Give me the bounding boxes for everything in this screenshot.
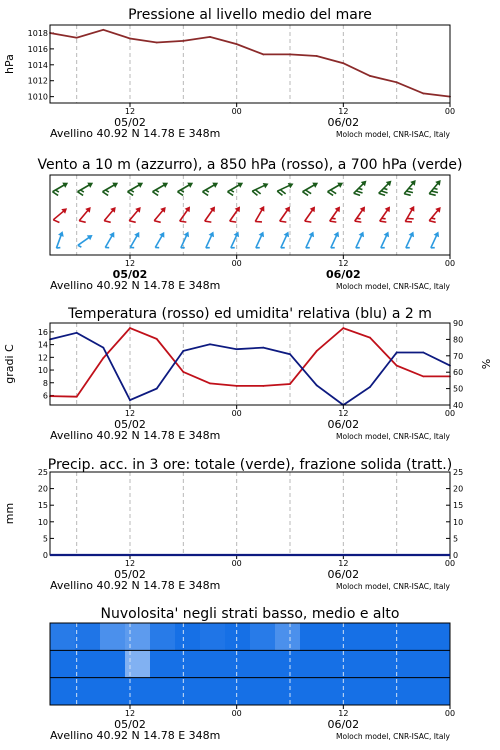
humidity-line-point [156,388,158,390]
panel-5 [50,606,455,742]
wind-barb [251,181,271,197]
barb-head [409,204,417,211]
barb-shaft [303,184,316,192]
y-tick-label: 20 [37,484,48,494]
temperature-line-point [182,371,184,373]
wind-barb [228,230,241,249]
humidity-line-point [76,332,78,334]
barb-shaft [203,184,216,192]
x-tick-label: 12 [124,409,136,418]
x-tick-label: 12 [338,559,349,568]
barb-head [112,180,119,188]
cloud-cell-alto [250,623,275,650]
cloud-cell-medio [225,650,250,677]
y-tick-label: 5 [42,534,48,544]
x-tick-label: 12 [338,409,349,418]
barb-head [359,230,367,237]
barb-shaft [306,234,312,248]
date-label: 05/02 [114,718,146,731]
barb-shaft [331,234,337,248]
wind-barb [253,230,266,249]
model-credit: Moloch model, CNR-ISAC, Italy [336,432,450,441]
temperature-line-point [342,327,344,329]
temperature-line-point [156,338,158,340]
barb-shaft [281,234,287,248]
barb-shaft [256,234,262,248]
temperature-line-point [316,350,318,352]
y-tick-label: 1018 [27,28,48,38]
y-tick-label: 0 [42,551,48,560]
date-label: 05/02 [114,116,146,129]
barb-shaft [255,209,263,222]
humidity-line-point [316,384,318,386]
wind-barb [76,180,96,197]
humidity-line-point [209,343,211,345]
wind-barb [302,205,320,225]
humidity-line-point [422,352,424,354]
cloud-cell-medio [425,650,450,677]
barb-head [209,230,217,237]
y-tick-label: 1016 [27,44,48,54]
cloud-cell-basso [400,678,425,705]
barb-shaft [205,209,214,221]
panel-1 [3,7,455,140]
panel-title: Nuvolosita' negli strati basso, medio e alto [100,606,400,622]
barb-shaft [356,234,362,248]
date-label: 06/02 [326,268,361,281]
wind-barb [352,205,370,225]
panel-2 [37,157,462,292]
temperature-line-point [209,382,211,384]
pressure-line-point [102,29,104,31]
cloud-cell-alto [400,623,425,650]
barb-shaft [129,209,139,220]
x-tick-label: 00 [231,259,242,268]
cloud-cell-medio [75,650,100,677]
cloud-cell-medio [100,650,125,677]
pressure-line-point [182,40,184,42]
x-tick-label: 00 [231,107,242,116]
barb-shaft [78,237,90,246]
y-tick-label: 12 [37,353,48,363]
cloud-cell-basso [150,678,175,705]
humidity-line-point [369,386,371,388]
temperature-line-point [76,396,78,398]
barb-head [312,180,319,188]
barb-shaft [104,209,114,220]
panel-title: Temperatura (rosso) ed umidita' relativa (blu) a 2 m [68,306,432,322]
cloud-cell-medio [175,650,200,677]
cloud-cell-alto [350,623,375,650]
x-tick-label: 00 [231,409,242,418]
y-tick-label-right: 70 [453,351,464,361]
barb-head [212,180,219,188]
cloud-cell-alto [425,623,450,650]
wind-barb [76,233,94,249]
date-label: 06/02 [327,718,360,731]
y-tick-label: 25 [37,468,48,477]
cloud-cell-alto [275,623,300,650]
y-axis-label: hPa [3,54,16,74]
barb-head [184,230,192,237]
barb-shaft [406,234,412,248]
date-label: 05/02 [114,568,146,581]
y-tick-label: 1010 [27,92,48,102]
model-credit: Moloch model, CNR-ISAC, Italy [336,282,450,291]
x-tick-label: 12 [124,709,136,718]
plot-frame [50,472,450,555]
x-tick-label: 12 [338,259,349,268]
y-tick-label: 1014 [27,60,48,70]
barb-head [62,180,69,188]
barb-shaft [155,235,163,248]
barb-shaft [103,184,116,192]
barb-head [309,230,317,237]
cloud-cell-alto [175,623,200,650]
barb-head [134,230,142,237]
model-credit: Moloch model, CNR-ISAC, Italy [336,582,450,591]
wind-barb [427,178,445,198]
pressure-line-point [236,43,238,45]
cloud-cell-basso [50,678,75,705]
barb-shaft [328,184,341,192]
date-label: 05/02 [112,268,148,281]
cloud-cell-basso [125,678,150,705]
x-tick-label: 00 [444,709,456,718]
wind-barb [77,205,95,225]
cloud-cell-basso [250,678,275,705]
temperature-line-point [236,385,238,387]
cloud-cell-alto [150,623,175,650]
x-tick-label: 00 [444,259,456,268]
cloud-cell-basso [225,678,250,705]
wind-barb [327,205,345,225]
barb-shaft [128,184,141,192]
barb-shaft [252,185,266,191]
wind-barb [377,178,396,197]
pressure-line-point [209,36,211,38]
pressure-line-point [76,37,78,39]
cloud-cell-alto [225,623,250,650]
location-label: Avellino 40.92 N 14.78 E 348m [50,429,221,442]
temperature-line-point [422,375,424,377]
y-tick-label-right: 5 [453,534,459,544]
plot-frame [50,323,450,405]
barb-shaft [78,184,91,192]
temperature-line-point [129,327,131,329]
wind-barb [178,230,191,249]
y-tick-label: 10 [37,517,48,527]
temperature-line-point [289,383,291,385]
cloud-cell-basso [100,678,125,705]
cloud-cell-basso [325,678,350,705]
y-tick-label-right: 20 [453,484,464,494]
cloud-cell-medio [350,650,375,677]
cloud-cell-alto [100,623,125,650]
wind-barb [402,178,420,198]
y-tick-label-right: 50 [453,384,464,394]
wind-barb [377,205,395,225]
wind-barb [226,180,246,197]
pressure-line-point [342,62,344,64]
cloud-cell-medio [125,650,150,677]
x-tick-label: 12 [124,559,136,568]
wind-barb [152,205,170,225]
wind-barb [253,204,270,224]
y-axis-label: % [480,358,493,370]
barb-head [259,230,267,237]
x-tick-label: 00 [231,709,242,718]
pressure-line-point [316,55,318,57]
barb-head [109,230,117,237]
wind-barb [227,205,245,225]
humidity-line-point [129,399,131,401]
cloud-cell-medio [325,650,350,677]
barb-shaft [105,235,113,248]
location-label: Avellino 40.92 N 14.78 E 348m [50,729,221,742]
barb-shaft [53,184,66,192]
location-label: Avellino 40.92 N 14.78 E 348m [50,127,221,140]
temperature-line-point [396,365,398,367]
cloud-cell-alto [75,623,100,650]
cloud-cell-alto [125,623,150,650]
barb-shaft [405,209,413,222]
humidity-line-point [262,347,264,349]
wind-barb [378,230,391,249]
cloud-cell-medio [150,650,175,677]
barb-shaft [130,235,138,248]
wind-barb [126,180,146,197]
wind-barb [427,205,445,225]
barb-shaft [277,185,291,191]
barb-head [334,230,342,237]
panel-4 [3,457,463,592]
barb-shaft [431,234,437,248]
barb-head [237,180,244,188]
wind-barb [202,205,220,225]
barb-head [288,181,295,189]
x-tick-label: 00 [444,409,456,418]
location-label: Avellino 40.92 N 14.78 E 348m [50,579,221,592]
temperature-line-point [102,357,104,359]
cloud-cell-basso [200,678,225,705]
cloud-cell-basso [300,678,325,705]
wind-barb [176,180,196,197]
model-credit: Moloch model, CNR-ISAC, Italy [336,130,450,139]
pressure-line-point [396,81,398,83]
cloud-cell-basso [350,678,375,705]
barb-shaft [206,234,212,248]
barb-head [162,180,169,188]
humidity-line-point [102,347,104,349]
pressure-line-point [289,54,291,56]
cloud-cell-alto [325,623,350,650]
temperature-line-point [369,337,371,339]
barb-head [234,230,242,237]
barb-shaft [154,209,164,220]
wind-barb [201,180,221,197]
wind-barb [428,230,441,249]
wind-barb [151,180,171,197]
cloud-cell-basso [425,678,450,705]
panel-title: Precip. acc. in 3 ore: totale (verde), frazione solida (tratt.) [47,457,453,473]
barb-head [58,230,65,237]
cloud-cell-alto [50,623,75,650]
y-tick-label-right: 90 [453,319,464,328]
wind-barb [54,230,66,249]
barb-shaft [280,209,289,221]
wind-barb [403,230,416,249]
wind-barb [353,230,366,249]
y-tick-label-right: 80 [453,335,464,345]
x-tick-label: 00 [231,559,242,568]
wind-barb [303,230,316,249]
barb-head [434,230,442,237]
barb-head [87,180,94,188]
wind-barb [301,180,321,197]
date-label: 05/02 [114,418,146,431]
humidity-line [50,333,450,405]
cloud-cell-medio [50,650,75,677]
y-axis-label: mm [3,502,16,525]
y-tick-label-right: 10 [453,517,464,527]
date-label: 06/02 [327,568,360,581]
y-tick-label: 1012 [27,76,48,86]
wind-barb [103,230,118,249]
barb-shaft [153,184,166,192]
panel-title: Pressione al livello medio del mare [128,7,372,23]
y-tick-label-right: 0 [453,551,459,560]
cloud-cell-basso [175,678,200,705]
wind-barb [352,178,371,197]
barb-shaft [181,234,187,248]
wind-barb [277,205,295,225]
barb-head [259,204,267,211]
panel-title: Vento a 10 m (azzurro), a 850 hPa (rosso), a 700 hPa (verde) [37,157,463,173]
wind-barb [328,230,341,249]
y-tick-label: 8 [42,378,48,388]
wind-barb [51,180,71,197]
x-tick-label: 12 [338,709,349,718]
panel-3 [3,306,493,442]
location-label: Avellino 40.92 N 14.78 E 348m [50,279,221,292]
x-tick-label: 12 [124,107,136,116]
barb-head [159,230,167,237]
barb-head [263,181,270,189]
x-tick-label: 12 [338,107,349,116]
cloud-cell-medio [275,650,300,677]
wind-barb [153,230,168,249]
wind-barb [403,204,420,224]
y-tick-label-right: 25 [453,468,464,477]
wind-barb [127,205,145,225]
pressure-line-point [369,75,371,77]
x-tick-label: 12 [124,259,136,268]
barb-shaft [228,184,241,192]
barb-shaft [178,184,191,192]
temperature-line-point [262,385,264,387]
date-label: 06/02 [327,418,360,431]
plot-frame [50,25,450,103]
barb-shaft [79,209,89,220]
pressure-line-point [422,93,424,95]
y-tick-label-right: 60 [453,368,464,378]
wind-barb [101,180,121,197]
barb-head [137,180,144,188]
wind-barb [177,205,195,225]
x-tick-label: 00 [444,559,456,568]
y-tick-label: 10 [37,366,48,376]
date-label: 06/02 [327,116,360,129]
barb-shaft [305,209,314,221]
humidity-line-point [236,348,238,350]
cloud-cell-medio [250,650,275,677]
pressure-line [50,30,450,97]
pressure-line-point [156,42,158,44]
wind-barb [276,181,296,197]
y-tick-label: 6 [42,391,48,401]
y-tick-label-right: 40 [453,401,464,410]
y-tick-label: 14 [37,340,48,350]
y-axis-label: gradi C [3,344,16,384]
cloud-cell-alto [200,623,225,650]
cloud-cell-medio [300,650,325,677]
pressure-line-point [262,54,264,56]
x-tick-label: 00 [444,107,456,116]
y-tick-label: 15 [37,501,48,511]
humidity-line-point [396,352,398,354]
pressure-line-point [129,38,131,40]
humidity-line-point [182,350,184,352]
barb-shaft [53,210,64,220]
cloud-cell-medio [400,650,425,677]
barb-shaft [180,209,189,221]
wind-barb [102,205,120,225]
barb-head [384,230,392,237]
cloud-cell-alto [300,623,325,650]
barb-shaft [56,234,61,248]
cloud-cell-medio [200,650,225,677]
model-credit: Moloch model, CNR-ISAC, Italy [336,732,450,741]
y-tick-label-right: 15 [453,501,464,511]
wind-barb [203,230,216,249]
barb-shaft [381,234,387,248]
y-tick-label: 16 [37,327,48,337]
cloud-cell-basso [75,678,100,705]
humidity-line-point [289,353,291,355]
barb-head [409,230,417,237]
barb-head [187,180,194,188]
wind-barb [51,206,71,224]
cloud-cell-basso [275,678,300,705]
